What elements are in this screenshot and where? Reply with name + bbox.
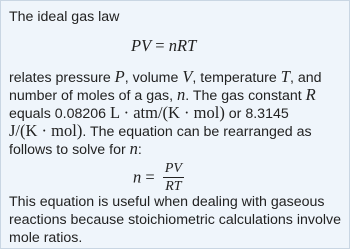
solved-lhs: n (133, 167, 142, 187)
text-segment: relates pressure (9, 70, 115, 86)
equals-sign: = (141, 167, 159, 187)
paragraph-1-line-4 (9, 122, 312, 141)
ideal-gas-law-equation (131, 37, 196, 55)
fraction-numerator: PV (164, 161, 182, 176)
variable-moles: n (176, 85, 186, 104)
unit-l-atm-per-k-mol: L · atm/(K · mol) (109, 103, 225, 122)
variable-gas-constant: R (305, 85, 316, 104)
fraction-bar (163, 177, 184, 178)
paragraph-2-line-1: This equation is useful when dealing with gaseous (9, 194, 325, 210)
fraction (163, 161, 184, 194)
text-segment: , volume (124, 70, 183, 86)
paragraph-2-line-3: mole ratios. (9, 230, 83, 246)
text-segment: , and (289, 70, 322, 86)
solved-equation (133, 161, 184, 194)
paragraph-2-line-2: reactions because stoichiometric calculations involve (9, 212, 341, 228)
text-segment: number of moles of a gas, (9, 88, 177, 104)
fraction-denominator: RT (165, 179, 182, 194)
equation-lhs: PV (131, 36, 152, 55)
text-segment: or 8.3145 (224, 106, 289, 122)
unit-j-per-k-mol: J/(K · mol) (9, 121, 83, 140)
text-segment: . The gas constant (185, 88, 306, 104)
paragraph-1-line-1 (9, 68, 322, 87)
equals-sign: = (151, 36, 169, 55)
variable-volume: V (182, 67, 193, 86)
text-segment: . The equation can be rearranged as (82, 124, 312, 140)
text-segment: : (137, 142, 142, 158)
paragraph-1-line-5 (9, 140, 142, 159)
text-segment: , temperature (192, 70, 281, 86)
intro-text: The ideal gas law (9, 9, 120, 25)
variable-moles: n (129, 139, 138, 158)
variable-temperature: T (280, 67, 290, 86)
variable-pressure: P (114, 67, 125, 86)
text-segment: equals 0.08206 (9, 106, 110, 122)
equation-rhs: nRT (168, 36, 197, 55)
text-segment: follows to solve for (9, 142, 130, 158)
